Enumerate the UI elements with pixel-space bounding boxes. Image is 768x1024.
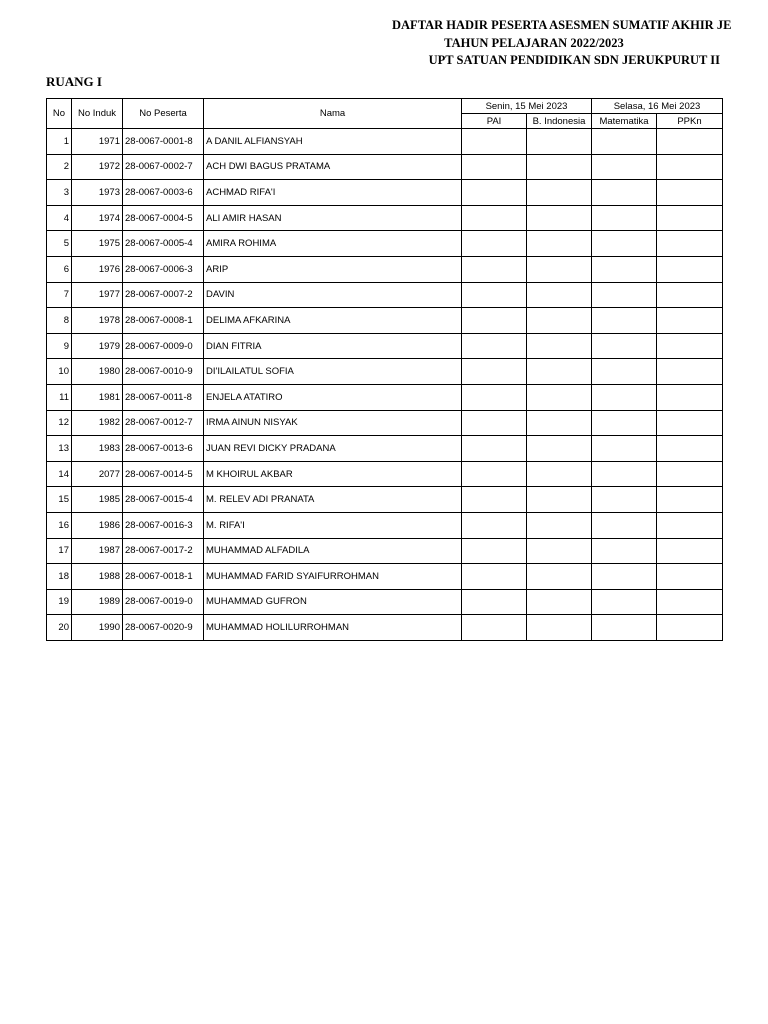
row-nama: MUHAMMAD FARID SYAIFURROHMAN (204, 564, 462, 590)
day2-header: Selasa, 16 Mei 2023 (592, 99, 723, 114)
signature-cell-matematika[interactable] (592, 461, 657, 487)
signature-cell-bindonesia[interactable] (527, 333, 592, 359)
signature-cell-pai[interactable] (462, 154, 527, 180)
signature-cell-ppkn[interactable] (657, 512, 723, 538)
row-nama: DAVIN (204, 282, 462, 308)
signature-cell-bindonesia[interactable] (527, 205, 592, 231)
signature-cell-bindonesia[interactable] (527, 564, 592, 590)
signature-cell-bindonesia[interactable] (527, 180, 592, 206)
row-no-induk: 1986 (72, 512, 123, 538)
row-no: 3 (47, 180, 72, 206)
signature-cell-ppkn[interactable] (657, 461, 723, 487)
row-no: 6 (47, 256, 72, 282)
signature-cell-matematika[interactable] (592, 308, 657, 334)
row-no-induk: 1971 (72, 129, 123, 155)
signature-cell-pai[interactable] (462, 256, 527, 282)
row-no-induk: 1989 (72, 589, 123, 615)
row-no: 19 (47, 589, 72, 615)
col-header-no-induk: No Induk (72, 99, 123, 129)
row-no-induk: 1975 (72, 231, 123, 257)
row-no: 8 (47, 308, 72, 334)
signature-cell-ppkn[interactable] (657, 384, 723, 410)
signature-cell-bindonesia[interactable] (527, 436, 592, 462)
signature-cell-pai[interactable] (462, 461, 527, 487)
table-body (47, 129, 723, 641)
table-row (47, 308, 723, 334)
signature-cell-matematika[interactable] (592, 180, 657, 206)
row-no-induk: 2077 (72, 461, 123, 487)
row-nama: ACH DWI BAGUS PRATAMA (204, 154, 462, 180)
signature-cell-matematika[interactable] (592, 410, 657, 436)
signature-cell-ppkn[interactable] (657, 359, 723, 385)
row-nama: ALI AMIR HASAN (204, 205, 462, 231)
signature-cell-ppkn[interactable] (657, 256, 723, 282)
row-no-peserta: 28-0067-0009-0 (123, 333, 204, 359)
document-title: DAFTAR HADIR PESERTA ASESMEN SUMATIF AKHIR JE (392, 18, 732, 32)
table-row (47, 180, 723, 206)
table-row (47, 384, 723, 410)
row-no-peserta: 28-0067-0010-9 (123, 359, 204, 385)
signature-cell-matematika[interactable] (592, 333, 657, 359)
row-no: 1 (47, 129, 72, 155)
signature-cell-pai[interactable] (462, 231, 527, 257)
row-no-induk: 1981 (72, 384, 123, 410)
row-nama: M. RIFA'I (204, 512, 462, 538)
row-no-induk: 1974 (72, 205, 123, 231)
signature-cell-ppkn[interactable] (657, 615, 723, 641)
row-no-peserta: 28-0067-0020-9 (123, 615, 204, 641)
row-no-induk: 1990 (72, 615, 123, 641)
row-nama: MUHAMMAD HOLILURROHMAN (204, 615, 462, 641)
row-no-induk: 1973 (72, 180, 123, 206)
signature-cell-matematika[interactable] (592, 589, 657, 615)
signature-cell-ppkn[interactable] (657, 589, 723, 615)
signature-cell-matematika[interactable] (592, 359, 657, 385)
row-nama: MUHAMMAD GUFRON (204, 589, 462, 615)
row-nama: JUAN REVI DICKY PRADANA (204, 436, 462, 462)
signature-cell-bindonesia[interactable] (527, 231, 592, 257)
row-nama: ARIP (204, 256, 462, 282)
room-label: RUANG I (46, 74, 102, 89)
signature-cell-ppkn[interactable] (657, 538, 723, 564)
row-no: 10 (47, 359, 72, 385)
signature-cell-ppkn[interactable] (657, 436, 723, 462)
signature-cell-bindonesia[interactable] (527, 359, 592, 385)
table-row (47, 129, 723, 155)
signature-cell-matematika[interactable] (592, 282, 657, 308)
row-nama: MUHAMMAD ALFADILA (204, 538, 462, 564)
signature-cell-matematika[interactable] (592, 436, 657, 462)
signature-cell-bindonesia[interactable] (527, 487, 592, 513)
academic-year: TAHUN PELAJARAN 2022/2023 (444, 36, 624, 50)
row-no-induk: 1983 (72, 436, 123, 462)
signature-cell-pai[interactable] (462, 180, 527, 206)
signature-cell-pai[interactable] (462, 333, 527, 359)
signature-cell-pai[interactable] (462, 564, 527, 590)
row-no-peserta: 28-0067-0005-4 (123, 231, 204, 257)
signature-cell-pai[interactable] (462, 359, 527, 385)
signature-cell-pai[interactable] (462, 129, 527, 155)
signature-cell-pai[interactable] (462, 615, 527, 641)
signature-cell-pai[interactable] (462, 436, 527, 462)
attendance-table (46, 98, 723, 641)
school-name: UPT SATUAN PENDIDIKAN SDN JERUKPURUT II (428, 53, 720, 67)
signature-cell-pai[interactable] (462, 410, 527, 436)
signature-cell-matematika[interactable] (592, 231, 657, 257)
row-no-induk: 1988 (72, 564, 123, 590)
signature-cell-matematika[interactable] (592, 205, 657, 231)
row-no-induk: 1977 (72, 282, 123, 308)
table-row (47, 589, 723, 615)
table-row (47, 333, 723, 359)
row-no-peserta: 28-0067-0006-3 (123, 256, 204, 282)
table-row (47, 564, 723, 590)
row-no: 14 (47, 461, 72, 487)
table-row (47, 410, 723, 436)
table-row (47, 461, 723, 487)
row-no-induk: 1987 (72, 538, 123, 564)
row-no-peserta: 28-0067-0016-3 (123, 512, 204, 538)
signature-cell-matematika[interactable] (592, 129, 657, 155)
row-no: 11 (47, 384, 72, 410)
signature-cell-bindonesia[interactable] (527, 282, 592, 308)
row-nama: A DANIL ALFIANSYAH (204, 129, 462, 155)
row-nama: M KHOIRUL AKBAR (204, 461, 462, 487)
row-no: 20 (47, 615, 72, 641)
signature-cell-pai[interactable] (462, 512, 527, 538)
subject-header-bindonesia: B. Indonesia (527, 114, 592, 129)
signature-cell-bindonesia[interactable] (527, 538, 592, 564)
subject-header-matematika: Matematika (592, 114, 657, 129)
table-row (47, 538, 723, 564)
table-row (47, 359, 723, 385)
signature-cell-matematika[interactable] (592, 615, 657, 641)
table-row (47, 256, 723, 282)
subject-header-pai: PAI (462, 114, 527, 129)
row-no-peserta: 28-0067-0015-4 (123, 487, 204, 513)
row-no-peserta: 28-0067-0001-8 (123, 129, 204, 155)
signature-cell-ppkn[interactable] (657, 154, 723, 180)
row-no-induk: 1980 (72, 359, 123, 385)
signature-cell-bindonesia[interactable] (527, 256, 592, 282)
signature-cell-bindonesia[interactable] (527, 384, 592, 410)
row-no: 5 (47, 231, 72, 257)
row-no: 13 (47, 436, 72, 462)
signature-cell-bindonesia[interactable] (527, 154, 592, 180)
row-nama: M. RELEV ADI PRANATA (204, 487, 462, 513)
table-row (47, 436, 723, 462)
row-no: 17 (47, 538, 72, 564)
signature-cell-ppkn[interactable] (657, 231, 723, 257)
signature-cell-matematika[interactable] (592, 384, 657, 410)
table-row (47, 231, 723, 257)
row-no: 18 (47, 564, 72, 590)
row-no-peserta: 28-0067-0018-1 (123, 564, 204, 590)
signature-cell-bindonesia[interactable] (527, 461, 592, 487)
col-header-no: No (47, 99, 72, 129)
signature-cell-bindonesia[interactable] (527, 589, 592, 615)
row-no-peserta: 28-0067-0007-2 (123, 282, 204, 308)
row-no: 4 (47, 205, 72, 231)
table-row (47, 487, 723, 513)
row-nama: AMIRA ROHIMA (204, 231, 462, 257)
table-row (47, 154, 723, 180)
col-header-no-peserta: No Peserta (123, 99, 204, 129)
row-no-peserta: 28-0067-0014-5 (123, 461, 204, 487)
row-no-induk: 1978 (72, 308, 123, 334)
signature-cell-matematika[interactable] (592, 154, 657, 180)
row-no-peserta: 28-0067-0003-6 (123, 180, 204, 206)
signature-cell-pai[interactable] (462, 384, 527, 410)
signature-cell-bindonesia[interactable] (527, 512, 592, 538)
row-no: 16 (47, 512, 72, 538)
signature-cell-pai[interactable] (462, 487, 527, 513)
signature-cell-ppkn[interactable] (657, 129, 723, 155)
signature-cell-ppkn[interactable] (657, 282, 723, 308)
row-nama: ACHMAD RIFA'I (204, 180, 462, 206)
row-no-induk: 1972 (72, 154, 123, 180)
signature-cell-pai[interactable] (462, 282, 527, 308)
signature-cell-matematika[interactable] (592, 256, 657, 282)
table-row (47, 512, 723, 538)
signature-cell-ppkn[interactable] (657, 308, 723, 334)
signature-cell-pai[interactable] (462, 308, 527, 334)
row-no-induk: 1976 (72, 256, 123, 282)
row-nama: DELIMA AFKARINA (204, 308, 462, 334)
table-row (47, 205, 723, 231)
signature-cell-ppkn[interactable] (657, 564, 723, 590)
signature-cell-ppkn[interactable] (657, 180, 723, 206)
row-no-peserta: 28-0067-0002-7 (123, 154, 204, 180)
signature-cell-pai[interactable] (462, 538, 527, 564)
row-no: 15 (47, 487, 72, 513)
signature-cell-bindonesia[interactable] (527, 410, 592, 436)
signature-cell-bindonesia[interactable] (527, 129, 592, 155)
signature-cell-matematika[interactable] (592, 564, 657, 590)
row-no-peserta: 28-0067-0017-2 (123, 538, 204, 564)
row-no-peserta: 28-0067-0012-7 (123, 410, 204, 436)
signature-cell-ppkn[interactable] (657, 410, 723, 436)
row-no: 9 (47, 333, 72, 359)
signature-cell-ppkn[interactable] (657, 205, 723, 231)
signature-cell-pai[interactable] (462, 205, 527, 231)
row-no-peserta: 28-0067-0013-6 (123, 436, 204, 462)
signature-cell-ppkn[interactable] (657, 333, 723, 359)
subject-header-ppkn: PPKn (657, 114, 723, 129)
row-no-induk: 1982 (72, 410, 123, 436)
signature-cell-matematika[interactable] (592, 487, 657, 513)
signature-cell-bindonesia[interactable] (527, 615, 592, 641)
row-no-induk: 1979 (72, 333, 123, 359)
signature-cell-ppkn[interactable] (657, 487, 723, 513)
row-nama: DI'ILAILATUL SOFIA (204, 359, 462, 385)
table-row (47, 282, 723, 308)
row-no-peserta: 28-0067-0004-5 (123, 205, 204, 231)
signature-cell-bindonesia[interactable] (527, 308, 592, 334)
signature-cell-matematika[interactable] (592, 538, 657, 564)
day1-header: Senin, 15 Mei 2023 (462, 99, 592, 114)
row-nama: ENJELA ATATIRO (204, 384, 462, 410)
row-no-peserta: 28-0067-0011-8 (123, 384, 204, 410)
row-no-peserta: 28-0067-0008-1 (123, 308, 204, 334)
table-row (47, 615, 723, 641)
signature-cell-matematika[interactable] (592, 512, 657, 538)
row-nama: IRMA AINUN NISYAK (204, 410, 462, 436)
col-header-nama: Nama (204, 99, 462, 129)
row-no: 2 (47, 154, 72, 180)
signature-cell-pai[interactable] (462, 589, 527, 615)
row-nama: DIAN FITRIA (204, 333, 462, 359)
row-no-peserta: 28-0067-0019-0 (123, 589, 204, 615)
row-no: 12 (47, 410, 72, 436)
row-no-induk: 1985 (72, 487, 123, 513)
row-no: 7 (47, 282, 72, 308)
